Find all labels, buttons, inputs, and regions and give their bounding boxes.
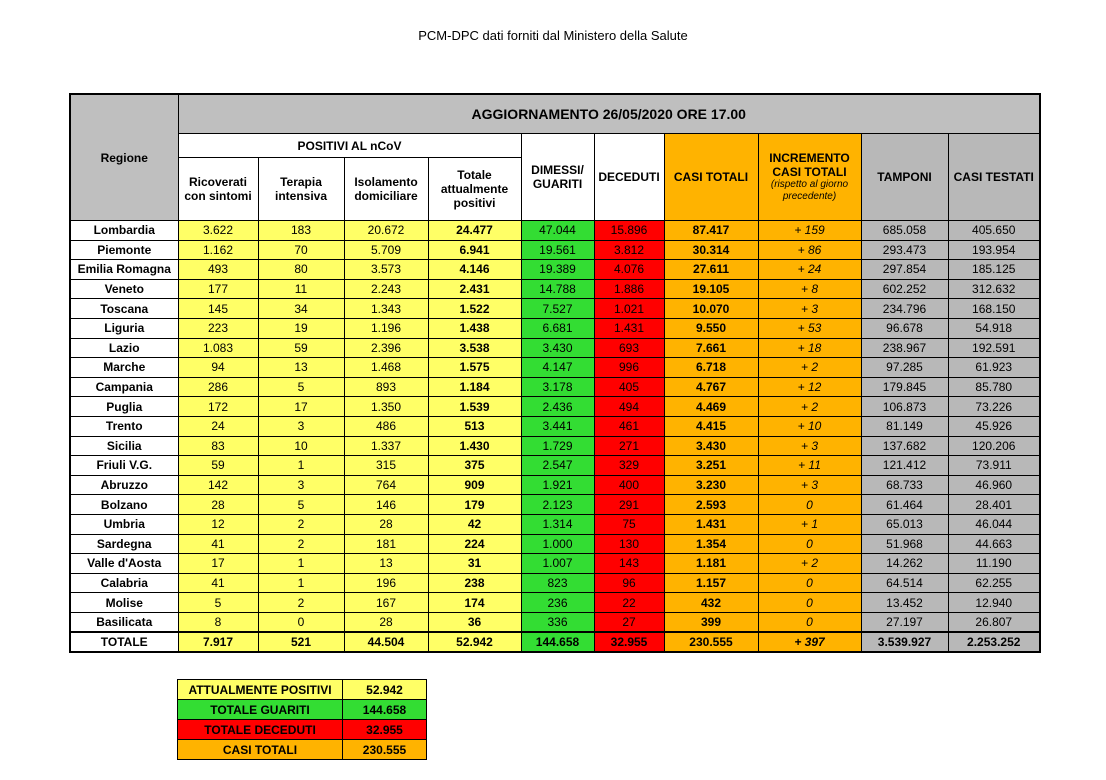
- region-name: Piemonte: [70, 240, 178, 260]
- header-recovered: DIMESSI/ GUARITI: [521, 134, 594, 221]
- table-cell: 4.076: [594, 260, 664, 280]
- table-cell: 3.430: [521, 338, 594, 358]
- table-cell: 13.452: [861, 593, 948, 613]
- header-hospitalized: Ricoverati con sintomi: [178, 158, 258, 221]
- table-cell: + 159: [758, 221, 861, 241]
- summary-row: [178, 720, 427, 740]
- table-cell: 87.417: [664, 221, 758, 241]
- table-cell: 1.438: [428, 318, 521, 338]
- table-row: [70, 534, 1040, 554]
- table-row: [70, 240, 1040, 260]
- table-cell: 893: [344, 377, 428, 397]
- table-row: [70, 416, 1040, 436]
- region-name: Veneto: [70, 279, 178, 299]
- table-cell: 1.350: [344, 397, 428, 417]
- table-cell: 28: [178, 495, 258, 515]
- summary-row: [178, 700, 427, 720]
- table-cell: 179.845: [861, 377, 948, 397]
- table-cell: 4.146: [428, 260, 521, 280]
- region-name: Friuli V.G.: [70, 456, 178, 476]
- table-cell: 177: [178, 279, 258, 299]
- table-cell: 34: [258, 299, 344, 319]
- table-cell: + 10: [758, 416, 861, 436]
- table-cell: 5: [258, 495, 344, 515]
- table-row: [70, 260, 1040, 280]
- table-cell: 293.473: [861, 240, 948, 260]
- table-cell: 405: [594, 377, 664, 397]
- table-cell: 54.918: [948, 318, 1040, 338]
- summary-value: 32.955: [343, 720, 427, 740]
- table-cell: 4.767: [664, 377, 758, 397]
- table-cell: 174: [428, 593, 521, 613]
- table-row: [70, 358, 1040, 378]
- table-cell: 64.514: [861, 573, 948, 593]
- table-cell: 494: [594, 397, 664, 417]
- table-cell: 137.682: [861, 436, 948, 456]
- table-cell: 764: [344, 475, 428, 495]
- table-row: [70, 573, 1040, 593]
- table-cell: 70: [258, 240, 344, 260]
- table-cell: 130: [594, 534, 664, 554]
- table-cell: 80: [258, 260, 344, 280]
- table-cell: 10.070: [664, 299, 758, 319]
- table-cell: 5.709: [344, 240, 428, 260]
- summary-table: [177, 679, 427, 760]
- table-cell: 75: [594, 514, 664, 534]
- table-cell: 167: [344, 593, 428, 613]
- region-name: Trento: [70, 416, 178, 436]
- table-row: [70, 377, 1040, 397]
- header-total-positive: Totale attualmente positivi: [428, 158, 521, 221]
- table-cell: 97.285: [861, 358, 948, 378]
- table-cell: 13: [258, 358, 344, 378]
- header-tested: CASI TESTATI: [948, 134, 1040, 221]
- table-cell: 312.632: [948, 279, 1040, 299]
- table-cell: 0: [758, 495, 861, 515]
- table-cell: 44.663: [948, 534, 1040, 554]
- table-cell: 3: [258, 416, 344, 436]
- table-cell: 400: [594, 475, 664, 495]
- table-cell: 405.650: [948, 221, 1040, 241]
- table-cell: 315: [344, 456, 428, 476]
- table-cell: 286: [178, 377, 258, 397]
- table-row: [70, 554, 1040, 574]
- table-cell: 120.206: [948, 436, 1040, 456]
- table-cell: 224: [428, 534, 521, 554]
- table-cell: 234.796: [861, 299, 948, 319]
- table-cell: + 3: [758, 475, 861, 495]
- table-cell: 46.044: [948, 514, 1040, 534]
- table-cell: 61.464: [861, 495, 948, 515]
- table-cell: + 397: [758, 632, 861, 652]
- table-cell: 1.729: [521, 436, 594, 456]
- table-cell: 27.611: [664, 260, 758, 280]
- summary-label: TOTALE DECEDUTI: [178, 720, 343, 740]
- table-row: [70, 593, 1040, 613]
- table-cell: 52.942: [428, 632, 521, 652]
- table-cell: 513: [428, 416, 521, 436]
- table-row: [70, 299, 1040, 319]
- table-cell: 230.555: [664, 632, 758, 652]
- table-row: [70, 436, 1040, 456]
- covid-data-table: [69, 93, 1041, 653]
- table-row: [70, 397, 1040, 417]
- table-cell: + 12: [758, 377, 861, 397]
- table-cell: 192.591: [948, 338, 1040, 358]
- table-cell: 41: [178, 573, 258, 593]
- table-cell: 3: [258, 475, 344, 495]
- header-home-isolation: Isolamento domiciliare: [344, 158, 428, 221]
- region-name: Sardegna: [70, 534, 178, 554]
- table-cell: 1.575: [428, 358, 521, 378]
- region-name: Abruzzo: [70, 475, 178, 495]
- table-cell: 2.243: [344, 279, 428, 299]
- table-cell: 19.561: [521, 240, 594, 260]
- table-cell: 41: [178, 534, 258, 554]
- table-cell: + 2: [758, 358, 861, 378]
- table-cell: 2: [258, 593, 344, 613]
- table-cell: 223: [178, 318, 258, 338]
- table-cell: 238: [428, 573, 521, 593]
- table-cell: 1.007: [521, 554, 594, 574]
- header-icu: Terapia intensiva: [258, 158, 344, 221]
- table-cell: 1.522: [428, 299, 521, 319]
- table-cell: 83: [178, 436, 258, 456]
- table-cell: 26.807: [948, 612, 1040, 632]
- table-cell: 1.431: [594, 318, 664, 338]
- table-cell: 3.573: [344, 260, 428, 280]
- table-cell: 179: [428, 495, 521, 515]
- table-cell: 27.197: [861, 612, 948, 632]
- header-positive-group: POSITIVI AL nCoV: [178, 134, 521, 158]
- region-name: Calabria: [70, 573, 178, 593]
- table-cell: 238.967: [861, 338, 948, 358]
- table-cell: 17: [258, 397, 344, 417]
- table-cell: + 2: [758, 554, 861, 574]
- table-cell: 1.430: [428, 436, 521, 456]
- table-cell: 2: [258, 534, 344, 554]
- region-name: Molise: [70, 593, 178, 613]
- table-cell: 1.337: [344, 436, 428, 456]
- table-cell: 2.547: [521, 456, 594, 476]
- table-cell: 28: [344, 514, 428, 534]
- table-cell: 432: [664, 593, 758, 613]
- table-cell: 2.436: [521, 397, 594, 417]
- table-cell: 11: [258, 279, 344, 299]
- table-row: [70, 456, 1040, 476]
- table-cell: 68.733: [861, 475, 948, 495]
- table-cell: 13: [344, 554, 428, 574]
- table-cell: 5: [258, 377, 344, 397]
- table-cell: 399: [664, 612, 758, 632]
- region-name: Basilicata: [70, 612, 178, 632]
- table-cell: 51.968: [861, 534, 948, 554]
- region-name: Campania: [70, 377, 178, 397]
- table-cell: 168.150: [948, 299, 1040, 319]
- table-cell: 94: [178, 358, 258, 378]
- table-cell: 3.178: [521, 377, 594, 397]
- header-region: Regione: [70, 94, 178, 221]
- table-cell: 461: [594, 416, 664, 436]
- table-cell: 42: [428, 514, 521, 534]
- table-cell: 14.262: [861, 554, 948, 574]
- table-cell: 1.021: [594, 299, 664, 319]
- table-cell: 3.539.927: [861, 632, 948, 652]
- region-name: Bolzano: [70, 495, 178, 515]
- table-cell: 8: [178, 612, 258, 632]
- table-cell: 2.396: [344, 338, 428, 358]
- table-cell: 271: [594, 436, 664, 456]
- table-cell: 196: [344, 573, 428, 593]
- table-cell: 85.780: [948, 377, 1040, 397]
- table-cell: + 3: [758, 436, 861, 456]
- table-row: [70, 318, 1040, 338]
- table-cell: + 53: [758, 318, 861, 338]
- table-cell: 493: [178, 260, 258, 280]
- update-header: AGGIORNAMENTO 26/05/2020 ORE 17.00: [178, 94, 1040, 134]
- table-cell: + 2: [758, 397, 861, 417]
- table-cell: 11.190: [948, 554, 1040, 574]
- table-cell: 1.314: [521, 514, 594, 534]
- table-row: [70, 495, 1040, 515]
- table-cell: 106.873: [861, 397, 948, 417]
- region-name: Liguria: [70, 318, 178, 338]
- header-increment: [758, 134, 861, 221]
- table-cell: 1.343: [344, 299, 428, 319]
- region-name: TOTALE: [70, 632, 178, 652]
- page-title: PCM-DPC dati forniti dal Ministero della Salute: [418, 28, 688, 43]
- table-cell: 46.960: [948, 475, 1040, 495]
- table-cell: + 3: [758, 299, 861, 319]
- table-cell: 3.622: [178, 221, 258, 241]
- table-row: [70, 475, 1040, 495]
- table-cell: 96.678: [861, 318, 948, 338]
- summary-value: 144.658: [343, 700, 427, 720]
- header-total-cases: CASI TOTALI: [664, 134, 758, 221]
- table-cell: 521: [258, 632, 344, 652]
- region-name: Sicilia: [70, 436, 178, 456]
- table-cell: 183: [258, 221, 344, 241]
- table-cell: 181: [344, 534, 428, 554]
- table-cell: 62.255: [948, 573, 1040, 593]
- table-cell: 486: [344, 416, 428, 436]
- table-cell: 28: [344, 612, 428, 632]
- table-cell: + 18: [758, 338, 861, 358]
- region-name: Lazio: [70, 338, 178, 358]
- table-cell: 1.083: [178, 338, 258, 358]
- table-cell: + 24: [758, 260, 861, 280]
- table-cell: 7.661: [664, 338, 758, 358]
- table-cell: 7.917: [178, 632, 258, 652]
- header-tests: TAMPONI: [861, 134, 948, 221]
- table-cell: 12: [178, 514, 258, 534]
- table-cell: 73.911: [948, 456, 1040, 476]
- table-row: [70, 279, 1040, 299]
- table-cell: 143: [594, 554, 664, 574]
- table-cell: 121.412: [861, 456, 948, 476]
- table-cell: 2: [258, 514, 344, 534]
- table-cell: 1.354: [664, 534, 758, 554]
- table-cell: 27: [594, 612, 664, 632]
- table-cell: 17: [178, 554, 258, 574]
- table-cell: 19.389: [521, 260, 594, 280]
- table-cell: 45.926: [948, 416, 1040, 436]
- table-cell: 20.672: [344, 221, 428, 241]
- table-row: [70, 221, 1040, 241]
- table-cell: 24: [178, 416, 258, 436]
- table-cell: 22: [594, 593, 664, 613]
- table-cell: 823: [521, 573, 594, 593]
- table-cell: 4.415: [664, 416, 758, 436]
- summary-row: [178, 740, 427, 760]
- header-increment-note: (rispetto al giorno precedente): [770, 179, 849, 202]
- table-cell: 73.226: [948, 397, 1040, 417]
- table-cell: 96: [594, 573, 664, 593]
- header-increment-label: INCREMENTO CASI TOTALI: [769, 151, 850, 179]
- table-cell: 3.430: [664, 436, 758, 456]
- table-cell: 31: [428, 554, 521, 574]
- table-cell: 329: [594, 456, 664, 476]
- summary-value: 230.555: [343, 740, 427, 760]
- table-cell: 47.044: [521, 221, 594, 241]
- table-cell: 172: [178, 397, 258, 417]
- table-cell: 1.468: [344, 358, 428, 378]
- table-cell: 19.105: [664, 279, 758, 299]
- table-cell: 2.253.252: [948, 632, 1040, 652]
- total-row: [70, 632, 1040, 652]
- table-cell: 9.550: [664, 318, 758, 338]
- summary-label: CASI TOTALI: [178, 740, 343, 760]
- table-cell: 145: [178, 299, 258, 319]
- table-cell: 1: [258, 573, 344, 593]
- region-name: Toscana: [70, 299, 178, 319]
- table-cell: 1.181: [664, 554, 758, 574]
- table-cell: 291: [594, 495, 664, 515]
- table-cell: 375: [428, 456, 521, 476]
- table-cell: 36: [428, 612, 521, 632]
- table-cell: 1.196: [344, 318, 428, 338]
- region-name: Emilia Romagna: [70, 260, 178, 280]
- region-name: Umbria: [70, 514, 178, 534]
- summary-row: [178, 680, 427, 700]
- summary-label: ATTUALMENTE POSITIVI: [178, 680, 343, 700]
- region-name: Lombardia: [70, 221, 178, 241]
- table-cell: 1.184: [428, 377, 521, 397]
- table-row: [70, 338, 1040, 358]
- table-cell: 1.162: [178, 240, 258, 260]
- table-cell: 12.940: [948, 593, 1040, 613]
- table-cell: 685.058: [861, 221, 948, 241]
- table-cell: 14.788: [521, 279, 594, 299]
- table-cell: 1.886: [594, 279, 664, 299]
- table-cell: 144.658: [521, 632, 594, 652]
- table-cell: 6.718: [664, 358, 758, 378]
- table-row: [70, 612, 1040, 632]
- table-cell: 5: [178, 593, 258, 613]
- table-cell: 59: [178, 456, 258, 476]
- table-cell: 336: [521, 612, 594, 632]
- table-cell: 1.921: [521, 475, 594, 495]
- table-cell: 15.896: [594, 221, 664, 241]
- table-cell: 4.147: [521, 358, 594, 378]
- table-cell: 65.013: [861, 514, 948, 534]
- table-cell: 1.431: [664, 514, 758, 534]
- table-cell: 61.923: [948, 358, 1040, 378]
- table-cell: 0: [258, 612, 344, 632]
- summary-label: TOTALE GUARITI: [178, 700, 343, 720]
- table-cell: 2.431: [428, 279, 521, 299]
- table-cell: 2.123: [521, 495, 594, 515]
- table-cell: 693: [594, 338, 664, 358]
- table-cell: 193.954: [948, 240, 1040, 260]
- table-cell: 0: [758, 593, 861, 613]
- table-cell: + 11: [758, 456, 861, 476]
- table-cell: 185.125: [948, 260, 1040, 280]
- table-row: [70, 514, 1040, 534]
- table-cell: + 86: [758, 240, 861, 260]
- table-cell: 32.955: [594, 632, 664, 652]
- table-cell: 3.812: [594, 240, 664, 260]
- table-cell: 1.539: [428, 397, 521, 417]
- table-cell: 1: [258, 554, 344, 574]
- summary-value: 52.942: [343, 680, 427, 700]
- table-cell: 6.941: [428, 240, 521, 260]
- table-cell: 44.504: [344, 632, 428, 652]
- table-cell: 81.149: [861, 416, 948, 436]
- table-cell: 236: [521, 593, 594, 613]
- table-cell: 24.477: [428, 221, 521, 241]
- table-cell: 142: [178, 475, 258, 495]
- table-cell: 7.527: [521, 299, 594, 319]
- table-cell: 0: [758, 612, 861, 632]
- table-cell: 1: [258, 456, 344, 476]
- table-cell: 0: [758, 573, 861, 593]
- table-cell: 10: [258, 436, 344, 456]
- table-cell: + 8: [758, 279, 861, 299]
- table-cell: 3.538: [428, 338, 521, 358]
- table-cell: 909: [428, 475, 521, 495]
- table-cell: 28.401: [948, 495, 1040, 515]
- header-deaths: DECEDUTI: [594, 134, 664, 221]
- table-cell: 3.230: [664, 475, 758, 495]
- table-cell: 19: [258, 318, 344, 338]
- table-cell: 1.000: [521, 534, 594, 554]
- table-cell: 30.314: [664, 240, 758, 260]
- table-cell: 996: [594, 358, 664, 378]
- table-cell: 3.441: [521, 416, 594, 436]
- table-cell: 146: [344, 495, 428, 515]
- region-name: Marche: [70, 358, 178, 378]
- table-cell: 4.469: [664, 397, 758, 417]
- table-cell: 297.854: [861, 260, 948, 280]
- region-name: Puglia: [70, 397, 178, 417]
- table-cell: 3.251: [664, 456, 758, 476]
- table-cell: 2.593: [664, 495, 758, 515]
- table-cell: 0: [758, 534, 861, 554]
- table-cell: 1.157: [664, 573, 758, 593]
- table-cell: 59: [258, 338, 344, 358]
- region-name: Valle d'Aosta: [70, 554, 178, 574]
- table-cell: 602.252: [861, 279, 948, 299]
- table-cell: 6.681: [521, 318, 594, 338]
- table-cell: + 1: [758, 514, 861, 534]
